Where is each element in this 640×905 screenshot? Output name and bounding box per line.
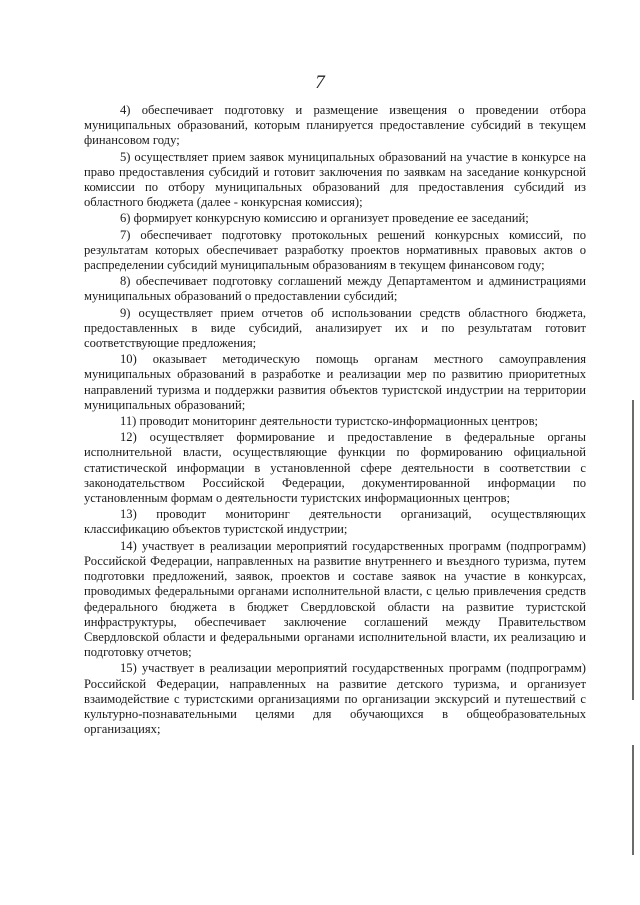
paragraph-item-12: 12) осуществляет формирование и предоставление в федеральные органы исполнительной власти, осуществляющие функции по формированию официальной статистической информации в установленной сфере деятельности в соответствии с законодательством Российской Федерации, документированной информации по установленным формам о деятельности туристских информационных центров; [84, 430, 586, 506]
paragraph-item-4: 4) обеспечивает подготовку и размещение извещения о проведении отбора муниципальных образований, которым планируется предоставление субсидий в текущем финансовом году; [84, 103, 586, 148]
paragraph-item-7: 7) обеспечивает подготовку протокольных решений конкурсных комиссий, по результатам которых обеспечивает разработку проектов нормативных правовых актов о распределении субсидий муниципальным образованиям в текущем финансовом году; [84, 227, 586, 273]
scan-edge-mark [632, 400, 634, 700]
paragraph-item-11: 11) проводит мониторинг деятельности туристско-информационных центров; [120, 414, 539, 429]
paragraph-item-15: 15) участвует в реализации мероприятий государственных программ (подпрограмм) Российской Федерации, направленных на развитие детского туризма, и организует взаимодействие с туристскими организациями по организации экскурсий и путешествий с культурно-познавательными целями для обучающихся в общеобразовательных организациях; [84, 661, 586, 737]
paragraph-item-14: 14) участвует в реализации мероприятий государственных программ (подпрограмм) Российской Федерации, направленных на развитие внутреннего и въездного туризма, путем подготовки предложений, заявок, проектов и составе заявок на участие в конкурсах, проводимых федеральными органами исполнительной власти, с целью привлечения средств федерального бюджета в бюджет Свердловской области на развитие туристской инфраструктуры, обеспечивает заключение соглашений между Правительством Свердловской области и федеральными органами исполнительной власти, их реализацию и подготовку отчетов; [84, 538, 586, 660]
document-body [84, 103, 586, 738]
paragraph-item-10: 10) оказывает методическую помощь органам местного самоуправления муниципальных образований в разработке и реализации мер по развитию приоритетных направлений туризма и поддержки развития объектов туристской индустрии на территории муниципальных образований; [84, 352, 586, 412]
paragraph-item-5: 5) осуществляет прием заявок муниципальных образований на участие в конкурсе на право предоставления субсидий и готовит заключения по заявкам на заседание конкурсной комиссии по отбору муниципальных образований для предоставления субсидий из областного бюджета (далее - конкурсная комиссия); [84, 149, 586, 210]
paragraph-item-6: 6) формирует конкурсную комиссию и организует проведение ее заседаний; [120, 211, 529, 226]
page-number: 7 [315, 72, 325, 93]
paragraph-item-8: 8) обеспечивает подготовку соглашений между Департаментом и администрациями муниципальных образований о предоставлении субсидий; [84, 274, 586, 304]
paragraph-item-13: 13) проводит мониторинг деятельности организаций, осуществляющих классификацию объектов туристской индустрии; [84, 507, 586, 537]
scan-edge-mark-lower [632, 745, 634, 855]
paragraph-item-9: 9) осуществляет прием отчетов об использовании средств областного бюджета, предоставленных в виде субсидий, анализирует их и по результатам готовит соответствующие предложения; [84, 305, 586, 351]
